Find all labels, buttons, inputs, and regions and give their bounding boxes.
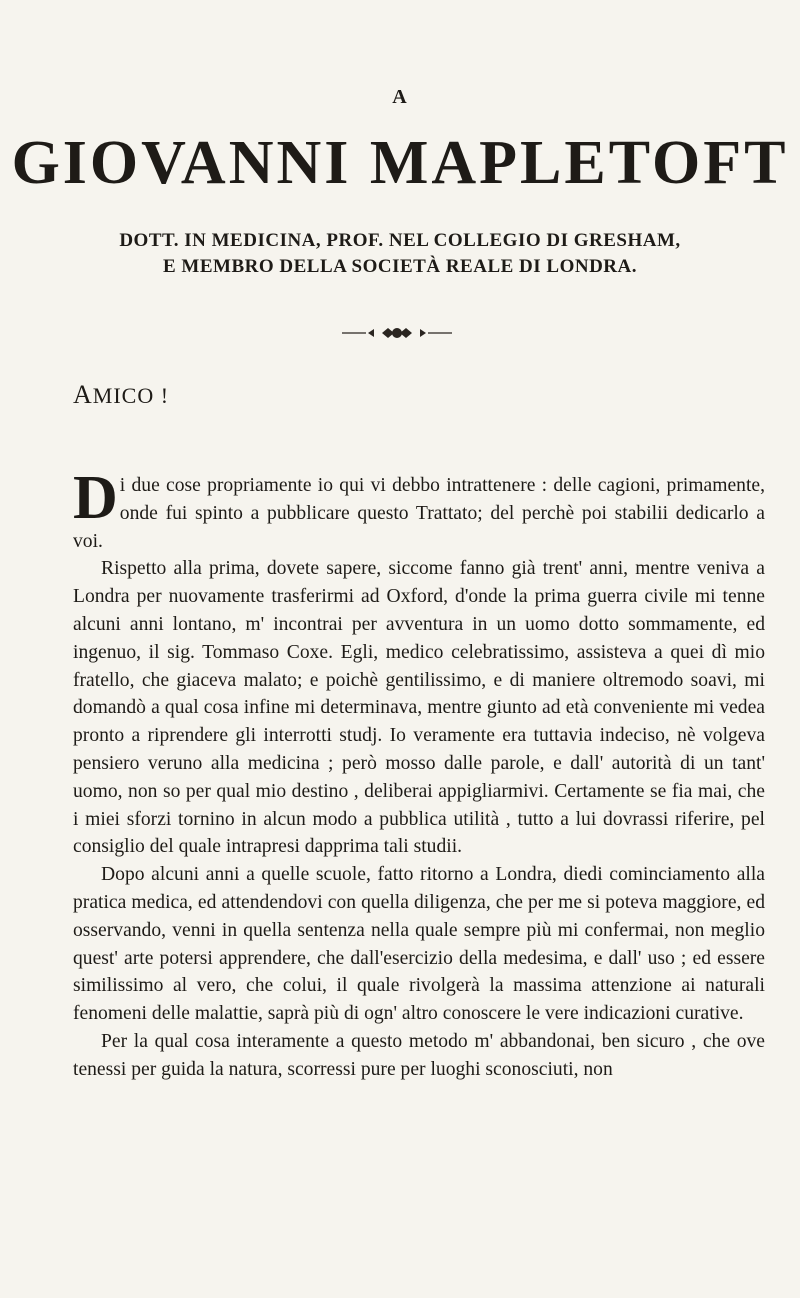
dedication-to: A xyxy=(392,86,408,108)
paragraph-1 xyxy=(73,464,765,555)
dedicatee-title-line2: E MEMBRO DELLA SOCIETÀ REALE DI LONDRA. xyxy=(163,256,637,277)
paragraph-3: Dopo alcuni anni a quelle scuole, fatto ritorno a Londra, diedi cominciamento alla pratica medica, ed attendendovi con quella diligenza, che per me si poteva maggiore, ed osservando, venni in quella sentenza nella quale sempre più mi confermai, non meglio quest' arte potersi apprendere, che dall'esercizio della medesima, e dall' uso ; ed essere similissimo al vero, che colui, il quale rivolgerà la massima attenzione ai naturali fenomeni delle malattie, saprà più di ogn' altro conoscere le vere indicazioni curative. xyxy=(73,864,765,1025)
salutation-rest: MICO ! xyxy=(92,383,170,408)
paragraph-4: Per la qual cosa interamente a questo metodo m' abbandonai, ben sicuro , che ove tenessi per guida la natura, scorressi pure per luoghi sconosciuti, non xyxy=(73,1030,765,1080)
letter-body xyxy=(73,464,765,1084)
paragraph-2: Rispetto alla prima, dovete sapere, siccome fanno già trent' anni, mentre veniva a Londra per nuovamente trasferirmi ad Oxford, d'onde la prima guerra civile mi tenne alcuni anni lontano, m' incontrai per avventura in un uomo dotto sommamente, ed ingenuo, il sig. Tommaso Coxe. Egli, medico celebratissimo, assisteva a quei dì mio fratello, che giaceva malato; e poichè gentilissimo, e di maniere oltremodo soavi, mi domandò a qual cosa infine mi determinava, mentre giunto ad età conveniente mi vedea pronto a riprendere gli interrotti studj. Io veramente era tuttavia indeciso, nè volgeva pensiero veruno alla medicina ; però mosso dalle parole, e dall' autorità di un tant' uomo, non so per qual mio destino , deliberai appigliarmivi. Certamente se fia mai, che i miei sforzi tornino in alcun modo a pubblica utilità , tutto a lui dovrassi riferire, pel consiglio del quale intrapresi dapprima tali studii. xyxy=(73,558,765,858)
dedicatee-title-line1: DOTT. IN MEDICINA, PROF. NEL COLLEGIO DI GRESHAM, xyxy=(119,230,681,251)
drop-cap: D xyxy=(73,464,118,532)
salutation xyxy=(73,380,169,410)
ornament-divider-icon xyxy=(342,327,452,339)
dedicatee-name: GIOVANNI MAPLETOFT xyxy=(11,129,789,197)
paragraph-1-text: i due cose propriamente io qui vi debbo intrattenere : delle cagioni, primamente, onde fui spinto a pubblicare questo Trattato; del perchè poi stabilii dedicarlo a voi. xyxy=(73,475,765,552)
salutation-initial: A xyxy=(73,380,93,409)
